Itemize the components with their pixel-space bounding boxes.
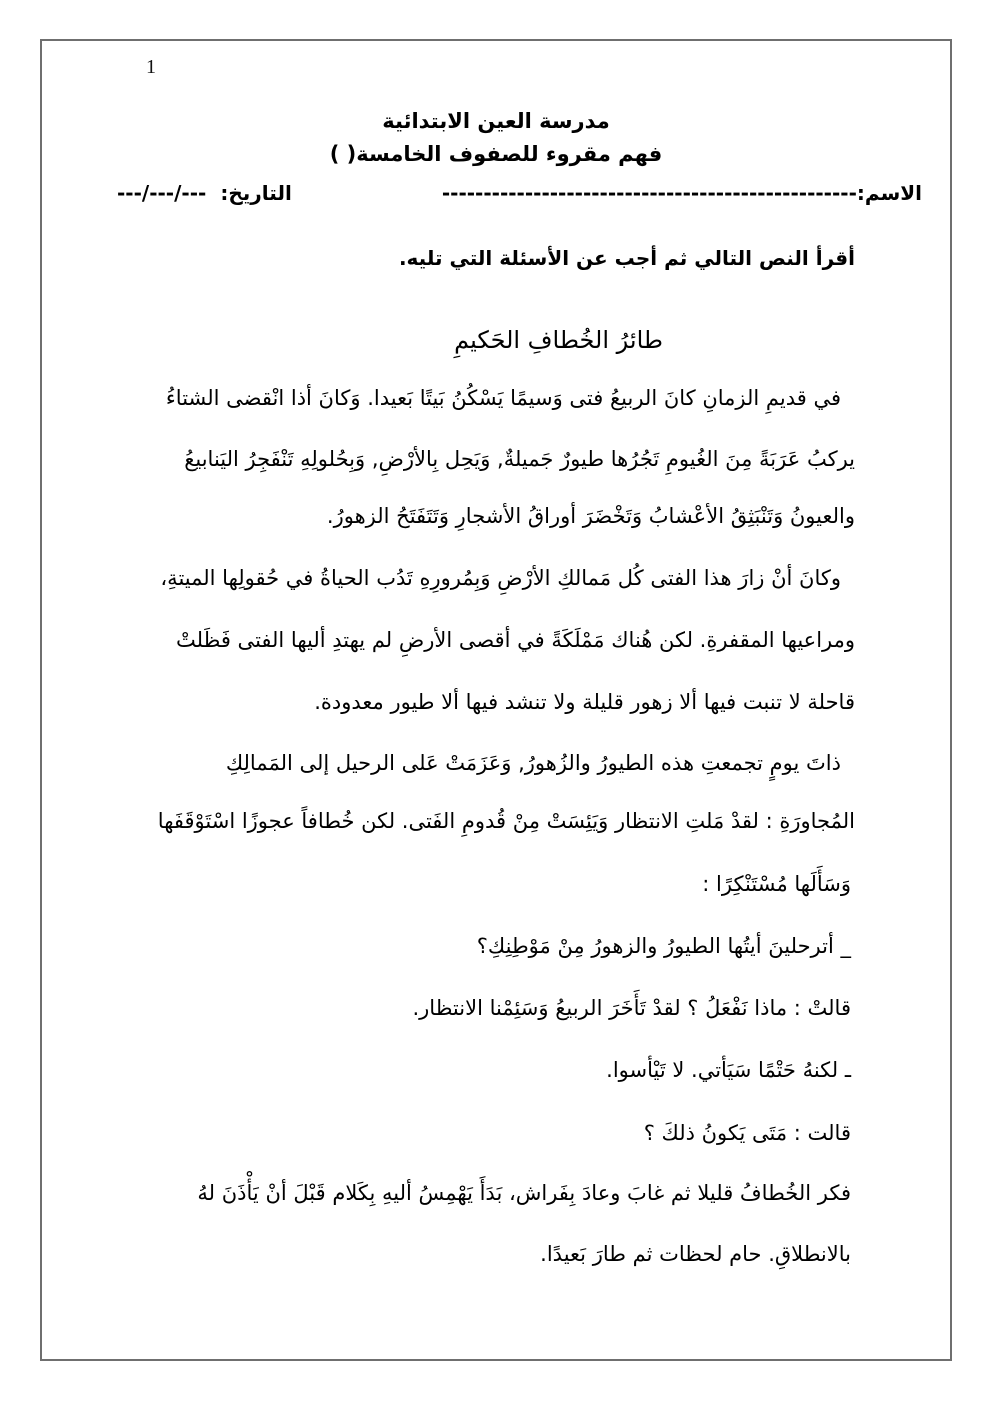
story-line: قالتْ : ماذا نَفْعَلُ ؟ لقدْ تَأَخَرَ الربيعُ وَسَئِمْنا الانتظار. [412,996,851,1020]
story-line: وَسَأَلَها مُسْتَنْكِرًا : [702,872,851,896]
story-line: المُجاورَةِ : لقدْ مَلتِ الانتظار وَيَئِسَتْ مِنْ قُدومِ الفَتى. لكن خُطافاً عجوزًا اسْتَوْقَفَها [157,809,855,833]
school-name: مدرسة العين الابتدائية [382,109,610,133]
name-date-row [117,181,922,205]
story-line: فكر الخُطافُ قليلا ثم غابَ وعادَ بِفَراش، بَدَأَ يَهْمِسُ أليهِ بِكَلام قَبْلَ أنْ يَأْذَنَ لهُ [197,1181,851,1205]
story-line: بالانطلاقِ. حام لحظات ثم طارَ بَعيدًا. [540,1242,851,1266]
name-label: الاسم: [856,181,922,205]
date-field [117,181,292,205]
story-line: وكانَ أنْ زارَ هذا الفتى كُل مَمالكِ الأرْضِ وَبِمُرورِهِ تَدُب الحياةُ في حُقولِها الميتةِ، [160,566,841,590]
story-line: ومراعيها المقفرةِ. لكن هُناك مَمْلَكَةً في أقصى الأرضِ لم يهتدِ أليها الفتى فَظَلتْ [176,628,855,652]
story-line: قالت : مَتَى يَكونُ ذلكَ ؟ [643,1121,851,1145]
story-title: طائرُ الخُطافِ الحَكيمِ [454,326,663,354]
page-number: 1 [146,56,156,78]
story-line: _ أترحلينَ أيتُها الطيورُ والزهورُ مِنْ مَوْطِنِكِ؟ [476,934,851,958]
story-line: يركبُ عَرَبَةً مِنَ الغُيومِ تَجُرُها طيورٌ جَميلةٌ, وَيَحِل بِالأرْضِ, وَبِحُلولِهِ تَنْفَجِرُ اليَنابيعُ [184,447,855,471]
instruction-text: أقرأ النص التالي ثم أجب عن الأسئلة التي تليه. [398,246,855,270]
story-line: والعيونُ وَتَنْبَثِقُ الأعْشابُ وَتَخْضَرَ أوراقُ الأشجارِ وَتَتَفَتَحُ الزهورُ. [326,504,855,528]
story-line: قاحلة لا تنبت فيها ألا زهور قليلة ولا تنشد فيها ألا طيور معدودة. [314,690,855,714]
story-line: في قديمِ الزمانِ كانَ الربيعُ فتى وَسيمًا يَسْكُنُ بَيتًا بَعيدا. وَكانَ أذا انْقضى الشتاءُ [165,386,841,410]
story-line: ـ لكنهُ حَتْمًا سَيَأتي. لا تَيْأسوا. [606,1058,851,1082]
name-fill-dashes: -------------------------------------------------- [441,181,857,205]
name-field [442,181,922,205]
date-fill-dashes: ---/---/--- [117,181,207,205]
story-line: ذاتَ يومٍ تجمعتِ هذه الطيورُ والزُهورُ, وَعَزَمَتْ عَلى الرحيل إلى المَمالِكِ [225,751,841,775]
worksheet-title: فهم مقروء للصفوف الخامسة( ) [329,142,663,166]
date-label: التاريخ: [220,181,292,205]
